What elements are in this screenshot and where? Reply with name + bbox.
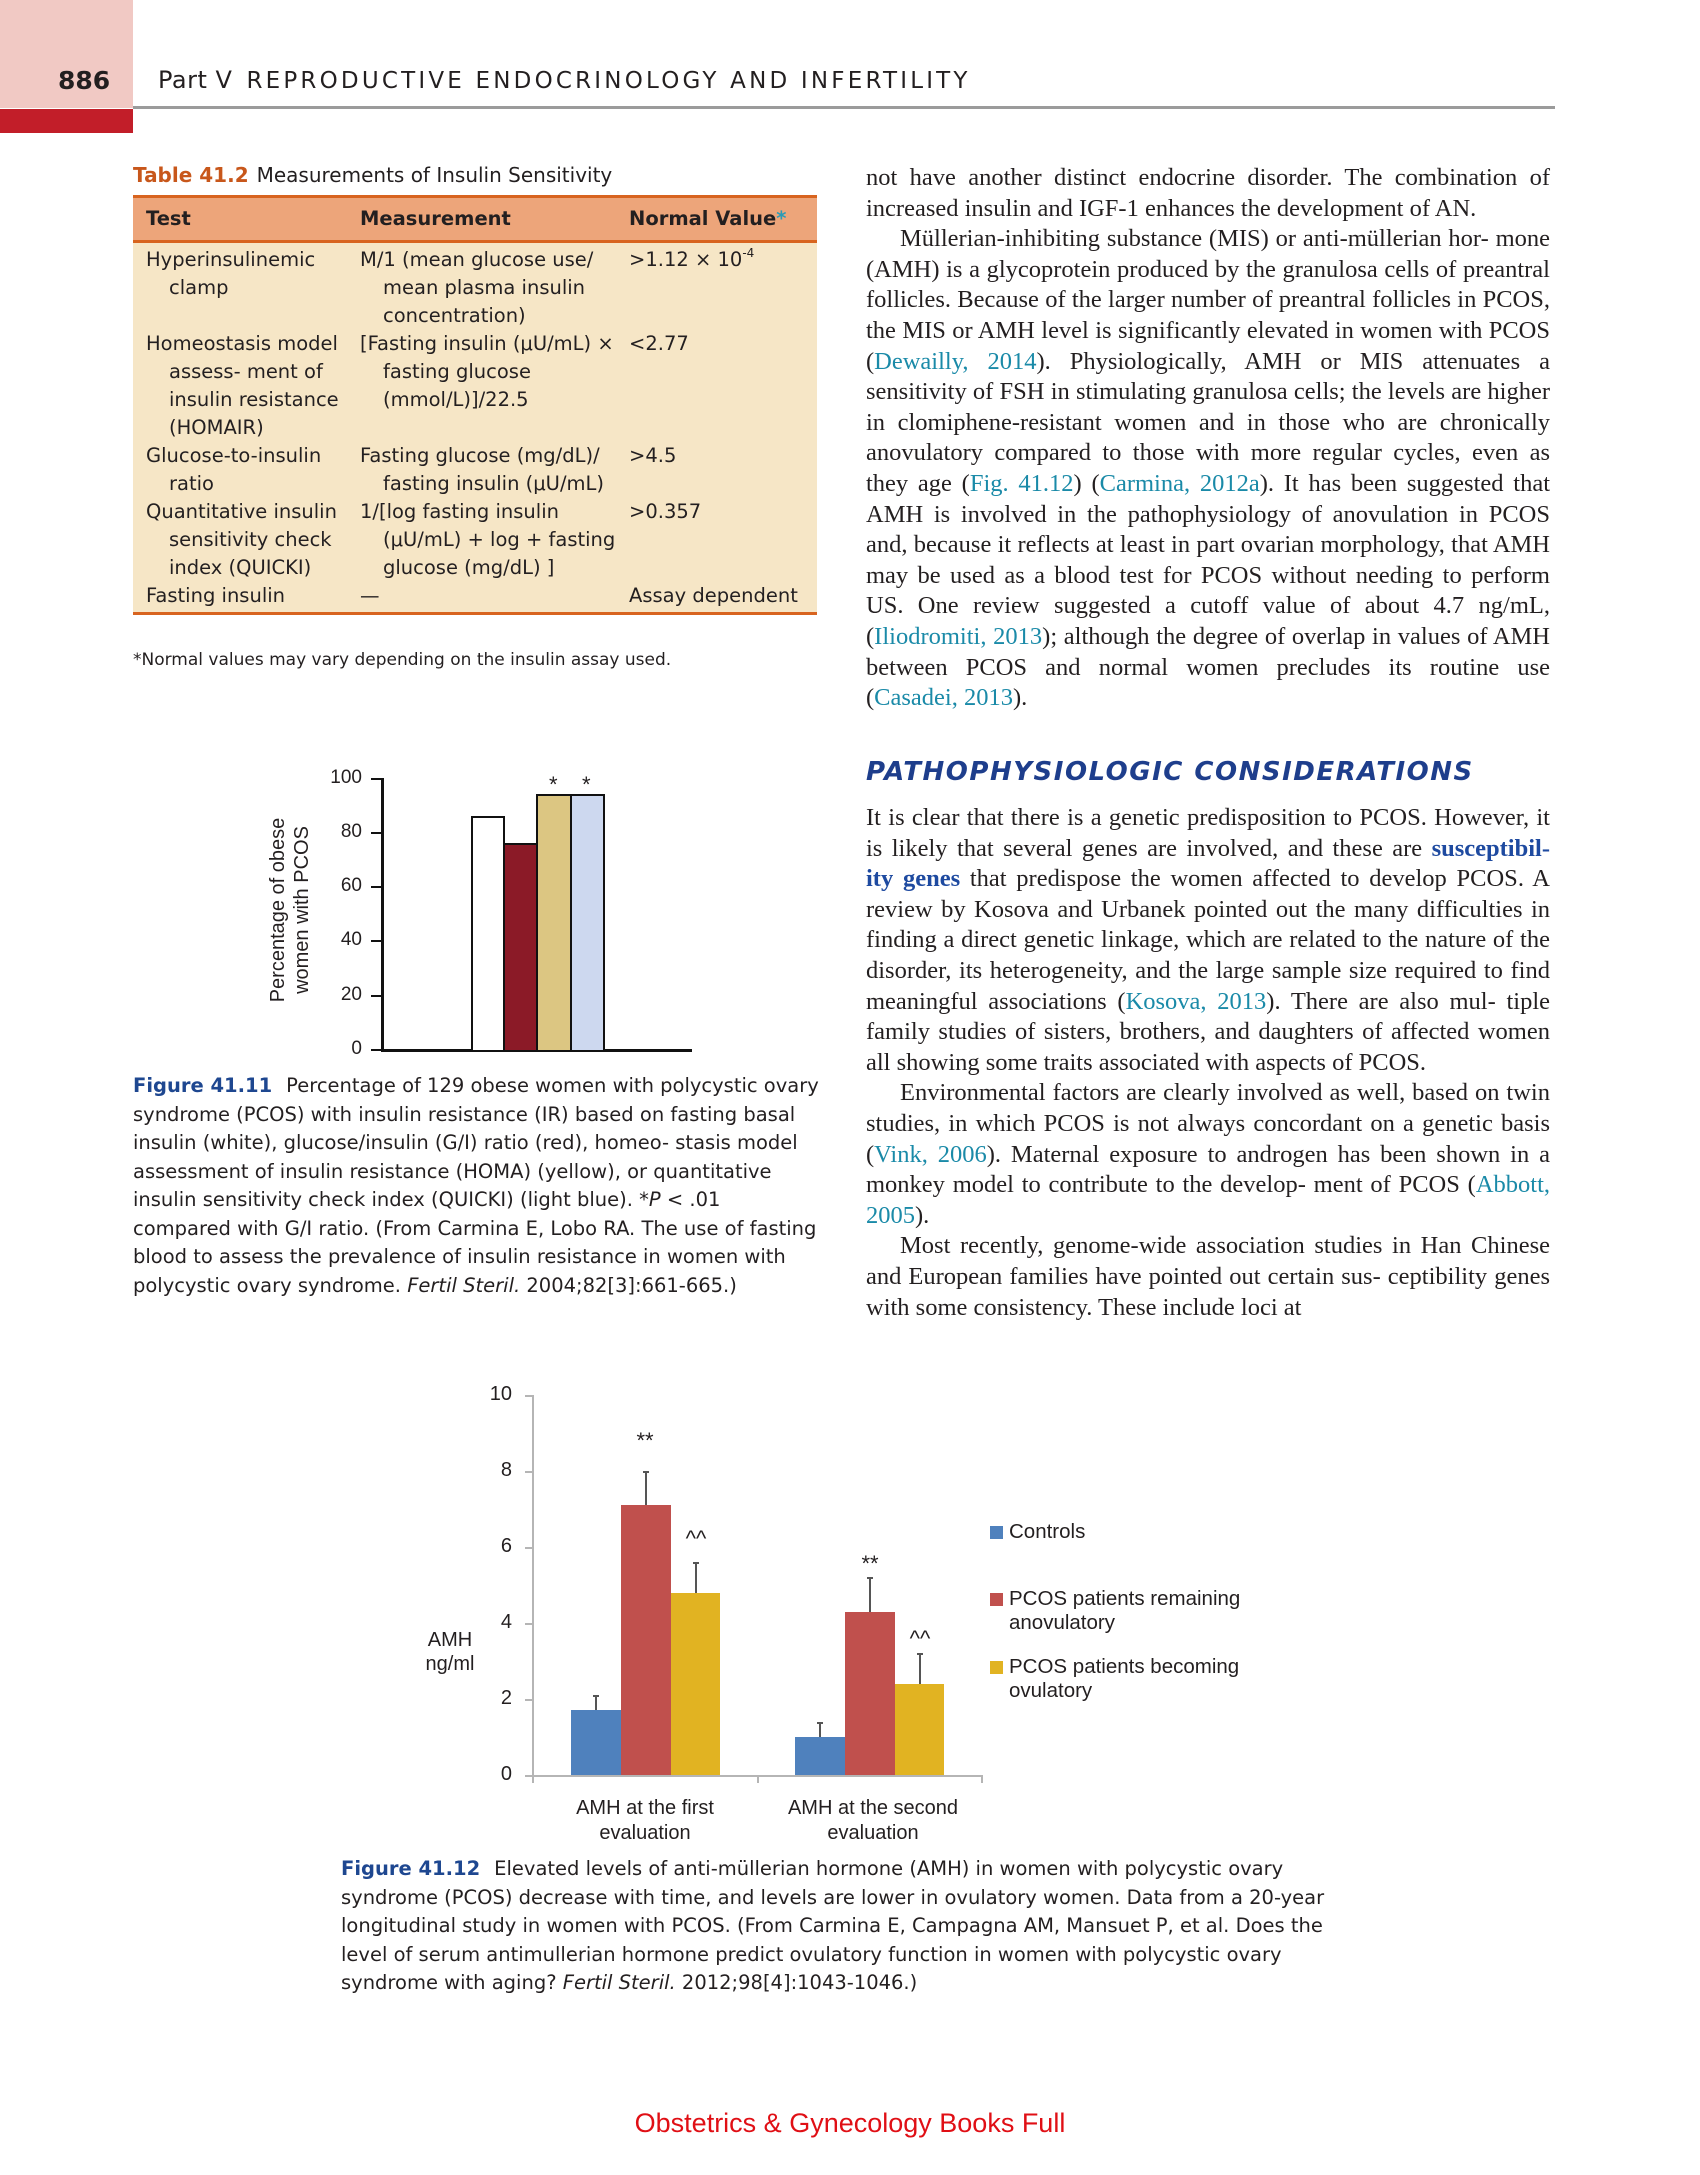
insulin-sensitivity-table bbox=[133, 195, 817, 615]
caption-text: < .01 compared with G/I ratio. (From Carmina E, Lobo RA. The use of fasting blood to assess the prevalence of insulin resistance in women with polycystic ovary syndrome. bbox=[133, 1188, 817, 1297]
col-header-measurement: Measurement bbox=[360, 207, 511, 230]
text: ). bbox=[915, 1201, 930, 1229]
legend-label bbox=[1009, 1587, 1240, 1635]
fig2-ytick bbox=[525, 1623, 533, 1625]
fig2-error-cap bbox=[867, 1577, 873, 1579]
fig2-xlabel-first bbox=[535, 1796, 755, 1846]
table-title bbox=[133, 163, 612, 187]
normal-value-text: >1.12 × 10 bbox=[629, 248, 743, 271]
citation-link[interactable]: Iliodromiti, 2013 bbox=[874, 622, 1043, 650]
fig1-ytick bbox=[371, 832, 381, 834]
text: ). There are also mul- tiple family studies of sisters, brothers, and daughters of affected women all showing some traits associated with aspects of PCOS. bbox=[866, 987, 1551, 1076]
fig2-ytick-label: 10 bbox=[489, 1383, 512, 1405]
text: ). Maternal exposure to androgen has been shown in a monkey model to contribute to the develop- ment of PCOS ( bbox=[866, 1140, 1551, 1199]
normal-value-text: >4.5 bbox=[629, 444, 677, 467]
part-label: Part V bbox=[158, 66, 233, 94]
xlabel-line: evaluation bbox=[827, 1822, 919, 1844]
fig2-ytick-label: 8 bbox=[500, 1459, 512, 1481]
cell-test: Hyperinsulinemic clamp bbox=[146, 248, 316, 299]
table-row bbox=[133, 582, 817, 610]
fig2-ytick-label: 4 bbox=[500, 1611, 512, 1633]
fig1-ytick-label: 80 bbox=[340, 821, 362, 842]
fig2-error-cap bbox=[593, 1695, 599, 1697]
figure-41-11-caption bbox=[133, 1072, 823, 1300]
fig2-error-bar bbox=[695, 1562, 697, 1593]
paragraph: Most recently, genome-wide association studies in Han Chinese and European families have pointed out certain sus- ceptibility genes with some consistency. These include loci at bbox=[866, 1232, 1550, 1321]
text: ). bbox=[1012, 684, 1028, 712]
fig2-annotation-caret: ^^ bbox=[685, 1526, 707, 1551]
legend-swatch bbox=[990, 1526, 1003, 1539]
body-column-top bbox=[866, 163, 1550, 714]
fig1-ytick bbox=[371, 1049, 381, 1051]
fig2-xtick bbox=[981, 1775, 983, 1783]
section-heading: PATHOPHYSIOLOGIC CONSIDERATIONS bbox=[866, 757, 1474, 787]
fig2-ylabel-line1: AMH bbox=[427, 1629, 473, 1651]
paragraph bbox=[866, 803, 1550, 1078]
legend-item-ovulatory bbox=[990, 1655, 1290, 1703]
caption-text: 2004;82[3]:661-665.) bbox=[520, 1273, 737, 1297]
fig1-ytick bbox=[371, 778, 381, 780]
fig1-bar-gi-ratio bbox=[503, 843, 538, 1050]
fig1-ylabel-line2: women with PCOS bbox=[291, 826, 313, 994]
footnote-marker: * bbox=[776, 207, 787, 230]
table-row bbox=[133, 442, 817, 498]
fig1-bar-fasting-insulin bbox=[471, 816, 505, 1050]
fig2-bar-ovulatory-second bbox=[895, 1684, 944, 1775]
header-rule bbox=[133, 106, 1555, 109]
citation-link[interactable]: Vink, 2006 bbox=[874, 1140, 987, 1168]
fig1-significance-star: * bbox=[582, 772, 591, 797]
text: ). Physiologically, AMH or MIS attenuates a sensitivity of FSH in stimulating granulosa cells; the levels are higher in clomiphene-resistant women and in those who are chronically anovulatory compared to those with more regular cycles, even as they age ( bbox=[866, 347, 1551, 497]
fig2-bar-controls-first bbox=[571, 1710, 621, 1775]
cell-normal-value bbox=[629, 498, 817, 526]
fig2-error-cap bbox=[817, 1722, 823, 1724]
cell-measurement: M/1 (mean glucose use/ mean plasma insulin concentration) bbox=[360, 248, 594, 327]
citation-link[interactable]: Abbott, 2005 bbox=[866, 1171, 1550, 1229]
fig2-ytick bbox=[525, 1471, 533, 1473]
normal-value-text: Assay dependent bbox=[629, 584, 798, 607]
fig1-ylabel-line1: Percentage of obese bbox=[267, 817, 289, 1003]
fig1-bar-homa bbox=[536, 794, 572, 1050]
fig2-error-cap bbox=[643, 1471, 649, 1473]
col-header-normal-value bbox=[629, 205, 817, 233]
xlabel-line: evaluation bbox=[599, 1822, 691, 1844]
caption-text: 2012;98[4]:1043-1046.) bbox=[675, 1971, 918, 1994]
text: Müllerian-inhibiting substance (MIS) or anti-müllerian hor- mone (AMH) is a glycoprotein produced by the granulosa cells of preantral follicles. Because of the larger number of preantral follicles in PCOS, the MIS or AMH level is significantly elevated in women with PCOS ( bbox=[866, 225, 1550, 375]
fig2-ytick-label: 6 bbox=[500, 1535, 512, 1557]
citation-link[interactable]: Dewailly, 2014 bbox=[874, 347, 1037, 375]
normal-value-exponent: -4 bbox=[742, 246, 755, 260]
figure-41-12-caption bbox=[341, 1855, 1351, 1998]
text: Environmental factors are clearly involved as well, based on twin studies, in which PCOS is not always concordant on a genetic basis ( bbox=[866, 1079, 1550, 1168]
fig2-xlabel-second bbox=[763, 1796, 983, 1846]
paragraph bbox=[866, 1078, 1550, 1231]
fig1-ytick-label: 0 bbox=[351, 1038, 362, 1059]
fig2-annotation-double-star: ** bbox=[636, 1428, 654, 1453]
citation-link[interactable]: Casadei, 2013 bbox=[874, 684, 1013, 712]
cell-normal-value bbox=[629, 246, 817, 274]
fig2-ytick bbox=[525, 1699, 533, 1701]
table-header-row bbox=[133, 198, 817, 243]
fig1-y-axis bbox=[381, 778, 384, 1052]
cell-normal-value bbox=[629, 330, 817, 358]
text: It is clear that there is a genetic predisposition to PCOS. However, it is likely that several genes are involved, and these are bbox=[866, 804, 1550, 862]
key-term[interactable]: susceptibil- ity genes bbox=[866, 834, 1550, 893]
caption-text: Percentage of 129 obese women with polycystic ovary syndrome (PCOS) with insulin resistance (IR) based on fasting basal insulin (white), glucose/insulin (G/I) ratio (red), homeo- stasis model assessment of insulin resistance (HOMA) (yellow), or quantitative insulin sensitivity check index (QUICKI) (light blue). * bbox=[133, 1074, 819, 1211]
fig2-bar-anovulatory-second bbox=[845, 1612, 895, 1775]
footer-watermark: Obstetrics & Gynecology Books Full bbox=[634, 2108, 1066, 2138]
xlabel-line: AMH at the second bbox=[787, 1797, 959, 1819]
part-title: REPRODUCTIVE ENDOCRINOLOGY AND INFERTILITY bbox=[246, 68, 971, 94]
paragraph bbox=[866, 224, 1550, 714]
legend-label bbox=[1009, 1520, 1085, 1544]
fig1-ytick bbox=[371, 940, 381, 942]
fig1-ytick-label: 40 bbox=[340, 929, 362, 950]
cell-normal-value bbox=[629, 442, 817, 470]
cell-measurement: [Fasting insulin (μU/mL) × fasting glucose (mmol/L)]/22.5 bbox=[360, 332, 614, 411]
figure-label: Figure 41.11 bbox=[133, 1074, 273, 1097]
legend-label bbox=[1009, 1655, 1239, 1703]
xlabel-line: AMH at the first bbox=[576, 1797, 714, 1819]
fig1-ytick bbox=[371, 995, 381, 997]
legend-label-line: Controls bbox=[1009, 1520, 1086, 1543]
legend-item-anovulatory bbox=[990, 1587, 1290, 1635]
fig2-error-bar bbox=[595, 1695, 597, 1710]
fig2-ytick bbox=[525, 1547, 533, 1549]
legend-label-line: PCOS patients becoming bbox=[1009, 1655, 1240, 1678]
fig1-ytick-label: 100 bbox=[330, 767, 362, 788]
cell-test: Glucose-to-insulin ratio bbox=[146, 444, 322, 495]
table-row bbox=[133, 330, 817, 442]
fig2-ytick-label: 2 bbox=[500, 1687, 512, 1709]
running-head bbox=[158, 66, 971, 94]
fig2-ytick bbox=[525, 1395, 533, 1397]
legend-item-controls bbox=[990, 1520, 1290, 1544]
fig2-y-axis bbox=[532, 1395, 534, 1780]
header-accent-bar bbox=[0, 109, 133, 133]
legend-swatch bbox=[990, 1593, 1003, 1606]
caption-italic-p: P bbox=[648, 1188, 661, 1211]
fig2-xtick bbox=[532, 1775, 534, 1783]
cell-test: Homeostasis model assess- ment of insulin resistance (HOMAIR) bbox=[146, 332, 339, 439]
col-header-normal-value-text: Normal Value bbox=[629, 207, 777, 230]
fig1-significance-star: * bbox=[549, 772, 558, 797]
fig2-error-cap bbox=[693, 1562, 699, 1564]
cell-test: Quantitative insulin sensitivity check index (QUICKI) bbox=[146, 500, 337, 579]
fig1-y-axis-label bbox=[250, 770, 330, 1050]
fig1-bar-quicki bbox=[570, 794, 605, 1050]
fig2-error-cap bbox=[917, 1653, 923, 1655]
fig2-error-bar bbox=[645, 1471, 647, 1505]
fig1-ytick-label: 20 bbox=[340, 984, 362, 1005]
cell-measurement: — bbox=[360, 584, 380, 607]
table-caption: Measurements of Insulin Sensitivity bbox=[256, 163, 613, 187]
normal-value-text: >0.357 bbox=[629, 500, 702, 523]
page-number: 886 bbox=[58, 66, 111, 95]
figure-label: Figure 41.12 bbox=[341, 1857, 481, 1880]
table-row bbox=[133, 498, 817, 582]
normal-value-text: <2.77 bbox=[629, 332, 689, 355]
cell-normal-value bbox=[629, 582, 817, 610]
col-header-test: Test bbox=[146, 207, 191, 230]
caption-text: Elevated levels of anti-müllerian hormone (AMH) in women with polycystic ovary syndrome (PCOS) decrease with time, and levels are lower in ovulatory women. Data from a 20-year longitudinal study in women with PCOS. (From Carmina E, Campagna AM, Mansuet P, et al. Does the level of serum antimullerian hormone predict ovulatory function in women with polycystic ovary syndrome with aging? bbox=[341, 1857, 1325, 1994]
fig2-bar-controls-second bbox=[795, 1737, 845, 1775]
fig2-error-bar bbox=[869, 1577, 871, 1612]
fig2-xtick bbox=[757, 1775, 759, 1783]
fig2-ytick-label: 0 bbox=[500, 1763, 512, 1785]
caption-journal: Fertil Steril. bbox=[562, 1971, 676, 1994]
fig2-error-bar bbox=[919, 1653, 921, 1684]
fig2-ylabel-line2: ng/ml bbox=[425, 1653, 475, 1675]
fig2-annotation-double-star: ** bbox=[861, 1551, 879, 1576]
fig2-annotation-caret: ^^ bbox=[909, 1626, 931, 1651]
table-footnote: *Normal values may vary depending on the insulin assay used. bbox=[133, 650, 672, 670]
caption-journal: Fertil Steril. bbox=[407, 1273, 521, 1297]
fig2-bar-ovulatory-first bbox=[671, 1593, 720, 1775]
text: ); although the degree of overlap in values of AMH between PCOS and normal women precludes its routine use ( bbox=[866, 622, 1550, 712]
fig2-error-bar bbox=[819, 1722, 821, 1737]
table-row bbox=[133, 246, 817, 330]
table-body bbox=[133, 243, 817, 612]
legend-label-line: PCOS patients remaining bbox=[1009, 1587, 1241, 1610]
fig2-bar-anovulatory-first bbox=[621, 1505, 671, 1775]
fig2-y-axis-label bbox=[410, 1628, 490, 1676]
legend-label-line: ovulatory bbox=[1009, 1679, 1093, 1702]
fig1-ytick bbox=[371, 886, 381, 888]
citation-link[interactable]: Carmina, 2012a bbox=[1099, 469, 1260, 497]
paragraph: not have another distinct endocrine disorder. The combination of increased insulin and IGF-1 enhances the development of AN. bbox=[866, 164, 1550, 222]
cell-measurement: Fasting glucose (mg/dL)/ fasting insulin (μU/mL) bbox=[360, 444, 604, 495]
table-label: Table 41.2 bbox=[133, 163, 249, 187]
fig1-y-axis-label-text bbox=[266, 818, 314, 1003]
figure-link[interactable]: Fig. 41.12 bbox=[969, 469, 1074, 497]
text: ) ( bbox=[1073, 469, 1100, 497]
text: ). It has been suggested that AMH is involved in the pathophysiology of anovulation in PCOS and, because it reflects at least in part ovarian morphology, that AMH may be used as a blood test for PCOS without needing to perform US. One review suggested a cutoff value of about 4.7 ng/mL, ( bbox=[866, 469, 1550, 650]
body-column-bottom bbox=[866, 803, 1550, 1323]
cell-test: Fasting insulin bbox=[146, 584, 286, 607]
legend-label-line: anovulatory bbox=[1009, 1611, 1115, 1634]
text: that predispose the women affected to develop PCOS. A review by Kosova and Urbanek pointed out the many difficulties in finding a direct genetic linkage, which are related to the nature of the disorder, its heterogeneity, and the large sample size required to find meaningful associations ( bbox=[866, 865, 1551, 1015]
citation-link[interactable]: Kosova, 2013 bbox=[1125, 987, 1267, 1015]
fig1-ytick-label: 60 bbox=[340, 875, 362, 896]
cell-measurement: 1/[log fasting insulin (μU/mL) + log + fasting glucose (mg/dL) ] bbox=[360, 500, 616, 579]
legend-swatch bbox=[990, 1661, 1003, 1674]
